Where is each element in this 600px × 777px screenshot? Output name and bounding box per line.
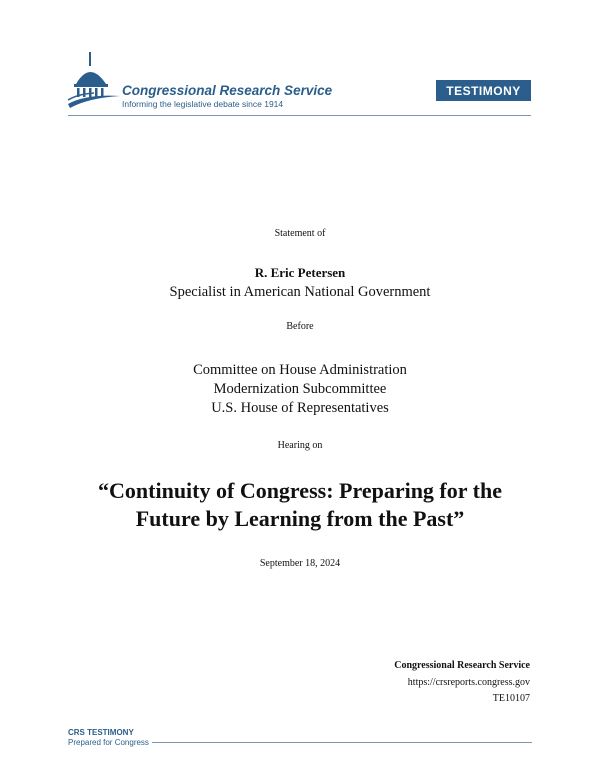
header-divider xyxy=(68,115,531,116)
testimony-badge: TESTIMONY xyxy=(436,80,531,101)
speaker-name: R. Eric Petersen xyxy=(254,265,346,280)
series-sublabel: Prepared for Congress xyxy=(68,738,149,747)
hearing-title-line: Future by Learning from the Past” xyxy=(135,506,465,531)
hearing-label: Hearing on xyxy=(277,440,323,451)
committee-line: U.S. House of Representatives xyxy=(211,400,389,416)
speaker-title: Specialist in American National Government xyxy=(169,284,431,300)
committee-line: Committee on House Administration xyxy=(193,362,407,378)
capitol-dome-icon xyxy=(66,50,122,110)
committee-line: Modernization Subcommittee xyxy=(213,381,387,397)
footer-org: Congressional Research Service xyxy=(394,660,530,671)
footer-url[interactable]: https://crsreports.congress.gov xyxy=(407,677,530,688)
statement-intro: Statement of xyxy=(274,228,326,239)
hearing-title-line: “Continuity of Congress: Preparing for the xyxy=(98,478,502,503)
before-label: Before xyxy=(286,321,314,332)
series-label: CRS TESTIMONY xyxy=(68,728,134,737)
report-id: TE10107 xyxy=(492,693,530,704)
org-name: Congressional Research Service xyxy=(122,83,333,98)
committee-block xyxy=(0,361,600,418)
org-tagline: Informing the legislative debate since 1914 xyxy=(122,99,284,109)
footer-divider xyxy=(152,742,532,743)
hearing-date: September 18, 2024 xyxy=(259,558,341,569)
hearing-title xyxy=(0,477,600,533)
